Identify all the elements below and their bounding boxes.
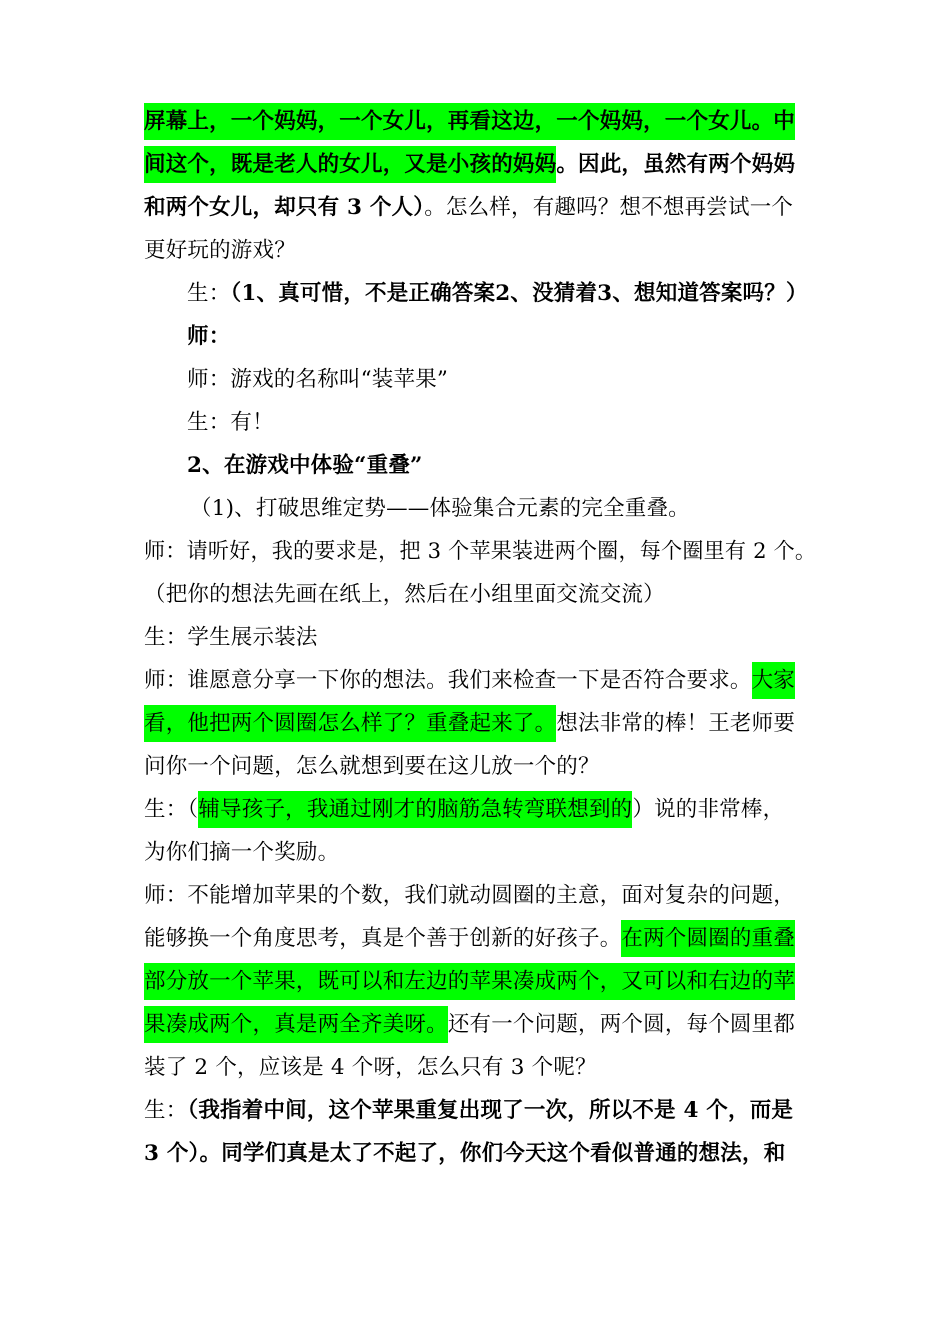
- highlighted-text: 屏幕上，一个妈妈，一个女儿，再看这边，一个妈妈，一个女儿。中: [144, 103, 795, 140]
- text-line: 更好玩的游戏？: [144, 238, 296, 263]
- text-span: 。怎么样，有趣吗？想不想再尝试一个: [424, 195, 794, 220]
- highlighted-text: 在两个圆圈的重叠: [621, 920, 795, 957]
- highlighted-text: 看，他把两个圆圈怎么样了？重叠起来了。: [144, 705, 556, 742]
- text-line: 生：学生展示装法: [144, 625, 318, 650]
- text-line: [144, 1096, 793, 1126]
- highlighted-text: 果凑成两个，真是两全齐美呀。: [144, 1006, 448, 1043]
- text-line: [144, 150, 795, 180]
- text-line: 师：游戏的名称叫“装苹果”: [187, 367, 449, 392]
- text-span: 生：（: [144, 797, 199, 822]
- text-line: 3 个）。同学们真是太了不起了，你们今天这个看似普通的想法，和: [144, 1141, 786, 1166]
- text-line: 为你们摘一个奖励。: [144, 840, 340, 865]
- text-line: [144, 709, 795, 739]
- highlighted-text: 间这个，既是老人的女儿，又是小孩的妈妈: [144, 146, 556, 183]
- text-span: 还有一个问题，两个圆，每个圆里都: [447, 1012, 796, 1037]
- text-line: 装了 2 个，应该是 4 个呀，怎么只有 3 个呢？: [144, 1055, 597, 1080]
- text-line: [144, 967, 795, 997]
- bold-text: 和两个女儿，却只有 3 个人）: [144, 195, 425, 220]
- text-line: [144, 666, 795, 696]
- text-line: [144, 924, 795, 954]
- text-span: 师：谁愿意分享一下你的想法。我们来检查一下是否符合要求。: [144, 668, 752, 693]
- text-line: （把你的想法先画在纸上，然后在小组里面交流交流）: [144, 582, 665, 607]
- sub-heading: （1)、打破思维定势——体验集合元素的完全重叠。: [190, 496, 690, 521]
- text-line: 生：有！: [187, 410, 274, 435]
- text-span: 能够换一个角度思考，真是个善于创新的好孩子。: [144, 926, 622, 951]
- speaker-label: 生：: [144, 1098, 188, 1123]
- text-line: [187, 279, 808, 309]
- text-line: [144, 107, 795, 137]
- text-line: [144, 193, 793, 223]
- text-span: 想法非常的棒！王老师要: [556, 711, 796, 736]
- speaker-label: 生：: [187, 281, 231, 306]
- text-line: 师：不能增加苹果的个数，我们就动圆圈的主意，面对复杂的问题，: [144, 883, 796, 908]
- text-line: [144, 1010, 795, 1040]
- text-line: 问你一个问题，怎么就想到要在这儿放一个的？: [144, 754, 600, 779]
- text-span: 。因此，虽然有两个妈妈: [556, 152, 796, 177]
- highlighted-text: 大家: [752, 662, 795, 699]
- text-line: [144, 795, 784, 825]
- text-span: ）说的非常棒，: [632, 797, 785, 822]
- text-line: 师：请听好，我的要求是，把 3 个苹果装进两个圈，每个圈里有 2 个。: [144, 539, 817, 564]
- bold-text: （我指着中间，这个苹果重复出现了一次，所以不是 4 个，而是: [187, 1098, 794, 1123]
- highlighted-text: 辅导孩子，我通过刚才的脑筋急转弯联想到的: [198, 791, 632, 828]
- bold-text: （1、真可惜，不是正确答案2、没猜着3、想知道答案吗？）: [230, 281, 808, 306]
- text-line: 师：: [187, 324, 231, 349]
- highlighted-text: 部分放一个苹果，既可以和左边的苹果凑成两个，又可以和右边的苹: [144, 963, 795, 1000]
- section-heading: 2、在游戏中体验“重叠”: [187, 453, 423, 478]
